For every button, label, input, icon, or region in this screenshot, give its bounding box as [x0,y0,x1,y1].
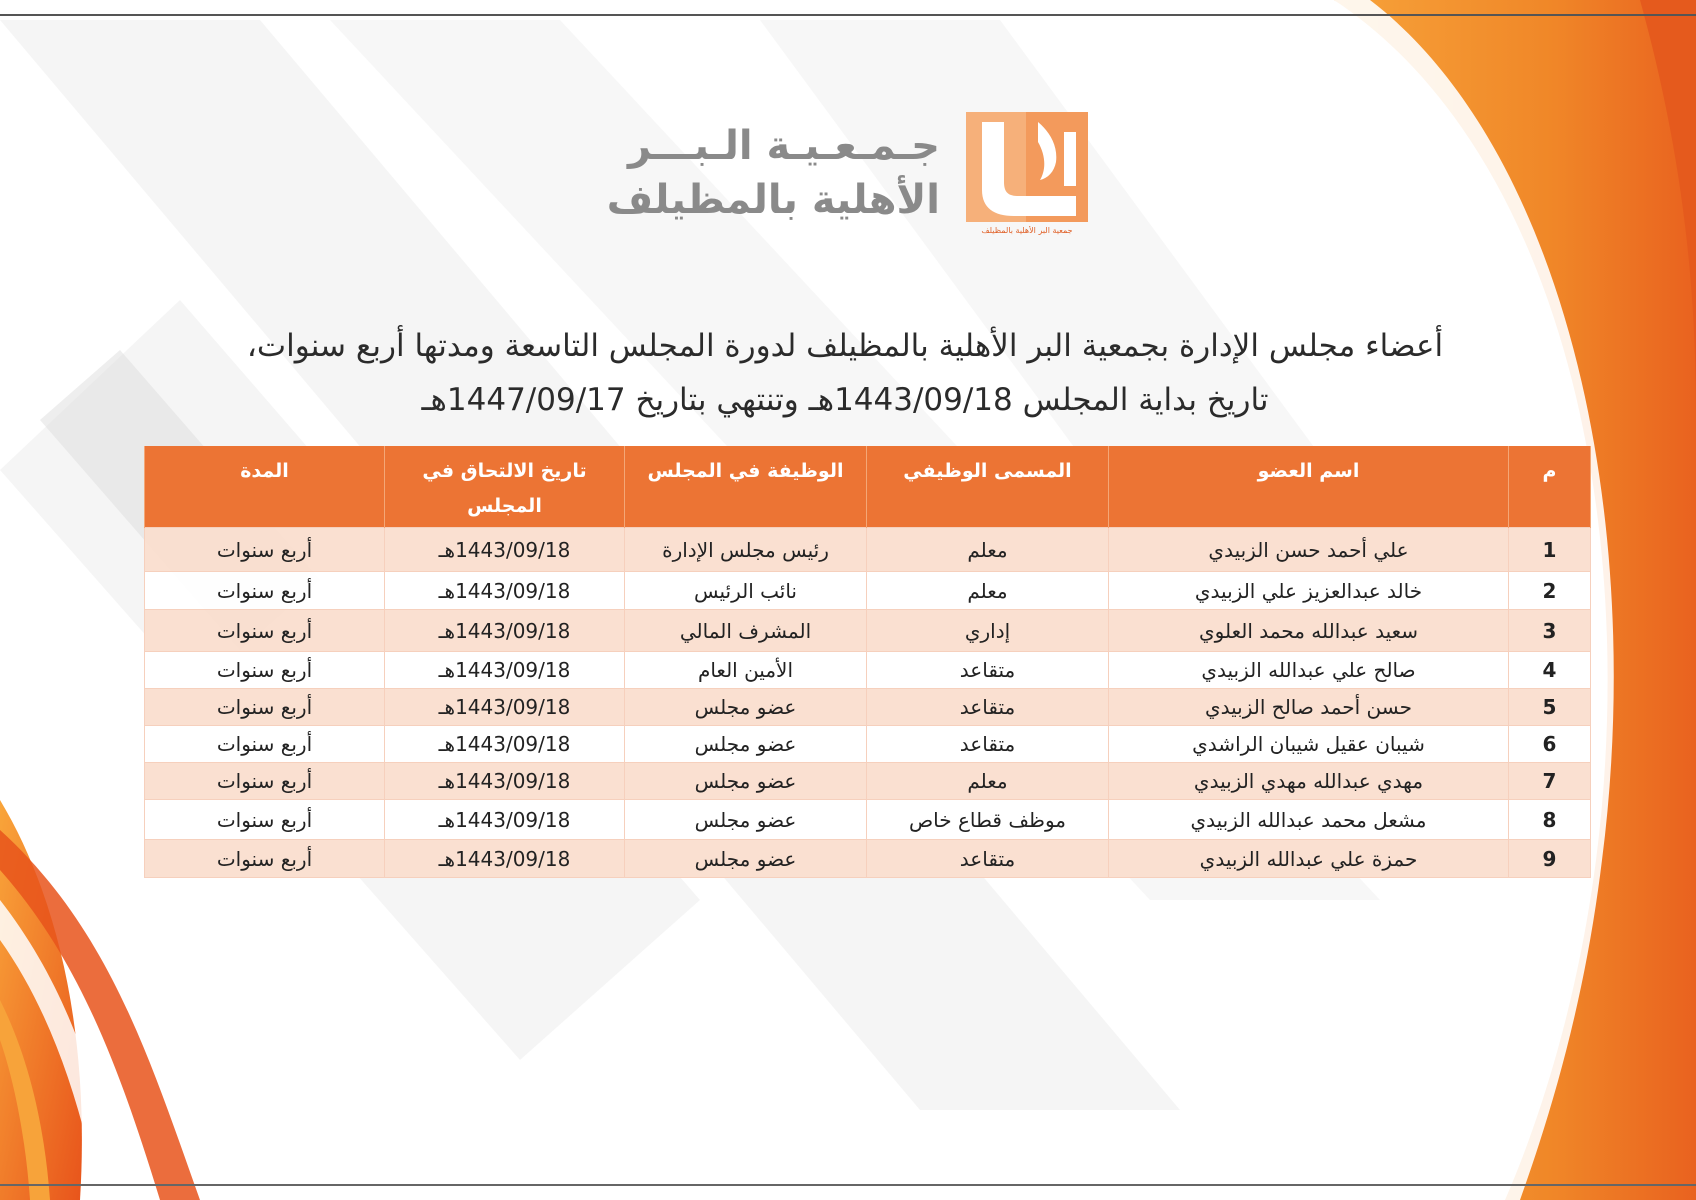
cell-num: 8 [1509,800,1591,840]
cell-joined: 1443/09/18هـ [385,652,625,689]
cell-num: 4 [1509,652,1591,689]
cell-joined: 1443/09/18هـ [385,610,625,652]
cell-joined: 1443/09/18هـ [385,572,625,610]
cell-role: المشرف المالي [625,610,867,652]
cell-term: أربع سنوات [145,528,385,572]
charity-logo-icon [964,112,1090,244]
bottom-border-line [0,1184,1696,1186]
cell-term: أربع سنوات [145,652,385,689]
cell-num: 6 [1509,726,1591,763]
page-heading-line2: تاريخ بداية المجلس 1443/09/18هـ وتنتهي بتاريخ 1447/09/17هـ [421,382,1269,418]
logo-title-line2: الأهلية بالمظيلف [606,177,940,223]
header-joined: تاريخ الالتحاق في المجلس [385,446,625,528]
cell-title: معلم [867,572,1109,610]
cell-name: حسن أحمد صالح الزبيدي [1109,689,1509,726]
cell-title: معلم [867,763,1109,800]
table-row [145,800,1591,840]
cell-role: رئيس مجلس الإدارة [625,528,867,572]
cell-term: أربع سنوات [145,763,385,800]
header-name: اسم العضو [1109,446,1509,528]
cell-joined: 1443/09/18هـ [385,689,625,726]
table-row [145,689,1591,726]
cell-name: مشعل محمد عبدالله الزبيدي [1109,800,1509,840]
table-header-row [145,446,1591,528]
cell-name: علي أحمد حسن الزبيدي [1109,528,1509,572]
cell-name: حمزة علي عبدالله الزبيدي [1109,840,1509,878]
cell-num: 3 [1509,610,1591,652]
cell-name: شيبان عقيل شيبان الراشدي [1109,726,1509,763]
logo-caption: جمعية البر الأهلية بالمظيلف [981,226,1073,235]
cell-title: متقاعد [867,652,1109,689]
cell-role: نائب الرئيس [625,572,867,610]
table-row [145,572,1591,610]
cell-title: متقاعد [867,726,1109,763]
cell-title: معلم [867,528,1109,572]
board-members-table [144,446,1591,878]
cell-name: سعيد عبدالله محمد العلوي [1109,610,1509,652]
cell-term: أربع سنوات [145,572,385,610]
cell-num: 7 [1509,763,1591,800]
table-row [145,528,1591,572]
cell-role: عضو مجلس [625,726,867,763]
cell-num: 1 [1509,528,1591,572]
logo-title-line1: جـمـعـيـة الـبـــر [627,123,940,169]
cell-name: صالح علي عبدالله الزبيدي [1109,652,1509,689]
cell-joined: 1443/09/18هـ [385,840,625,878]
header-role: الوظيفة في المجلس [625,446,867,528]
cell-num: 5 [1509,689,1591,726]
cell-term: أربع سنوات [145,800,385,840]
cell-num: 2 [1509,572,1591,610]
logo [580,108,1090,248]
cell-role: عضو مجلس [625,689,867,726]
cell-joined: 1443/09/18هـ [385,800,625,840]
top-border-line [0,14,1696,16]
cell-term: أربع سنوات [145,840,385,878]
table-row [145,726,1591,763]
header-title: المسمى الوظيفي [867,446,1109,528]
cell-title: إداري [867,610,1109,652]
table-row [145,763,1591,800]
cell-num: 9 [1509,840,1591,878]
cell-joined: 1443/09/18هـ [385,763,625,800]
header-term: المدة [145,446,385,528]
table-row [145,652,1591,689]
cell-term: أربع سنوات [145,610,385,652]
cell-joined: 1443/09/18هـ [385,726,625,763]
cell-role: الأمين العام [625,652,867,689]
cell-term: أربع سنوات [145,726,385,763]
header-num: م [1509,446,1591,528]
table-row [145,610,1591,652]
cell-joined: 1443/09/18هـ [385,528,625,572]
cell-title: متقاعد [867,689,1109,726]
table-row [145,840,1591,878]
cell-title: موظف قطاع خاص [867,800,1109,840]
cell-name: خالد عبدالعزيز علي الزبيدي [1109,572,1509,610]
cell-role: عضو مجلس [625,800,867,840]
page-heading-line1: أعضاء مجلس الإدارة بجمعية البر الأهلية بالمظيلف لدورة المجلس التاسعة ومدتها أربع سنوات، [246,328,1444,364]
cell-role: عضو مجلس [625,840,867,878]
cell-role: عضو مجلس [625,763,867,800]
cell-title: متقاعد [867,840,1109,878]
cell-term: أربع سنوات [145,689,385,726]
cell-name: مهدي عبدالله مهدي الزبيدي [1109,763,1509,800]
